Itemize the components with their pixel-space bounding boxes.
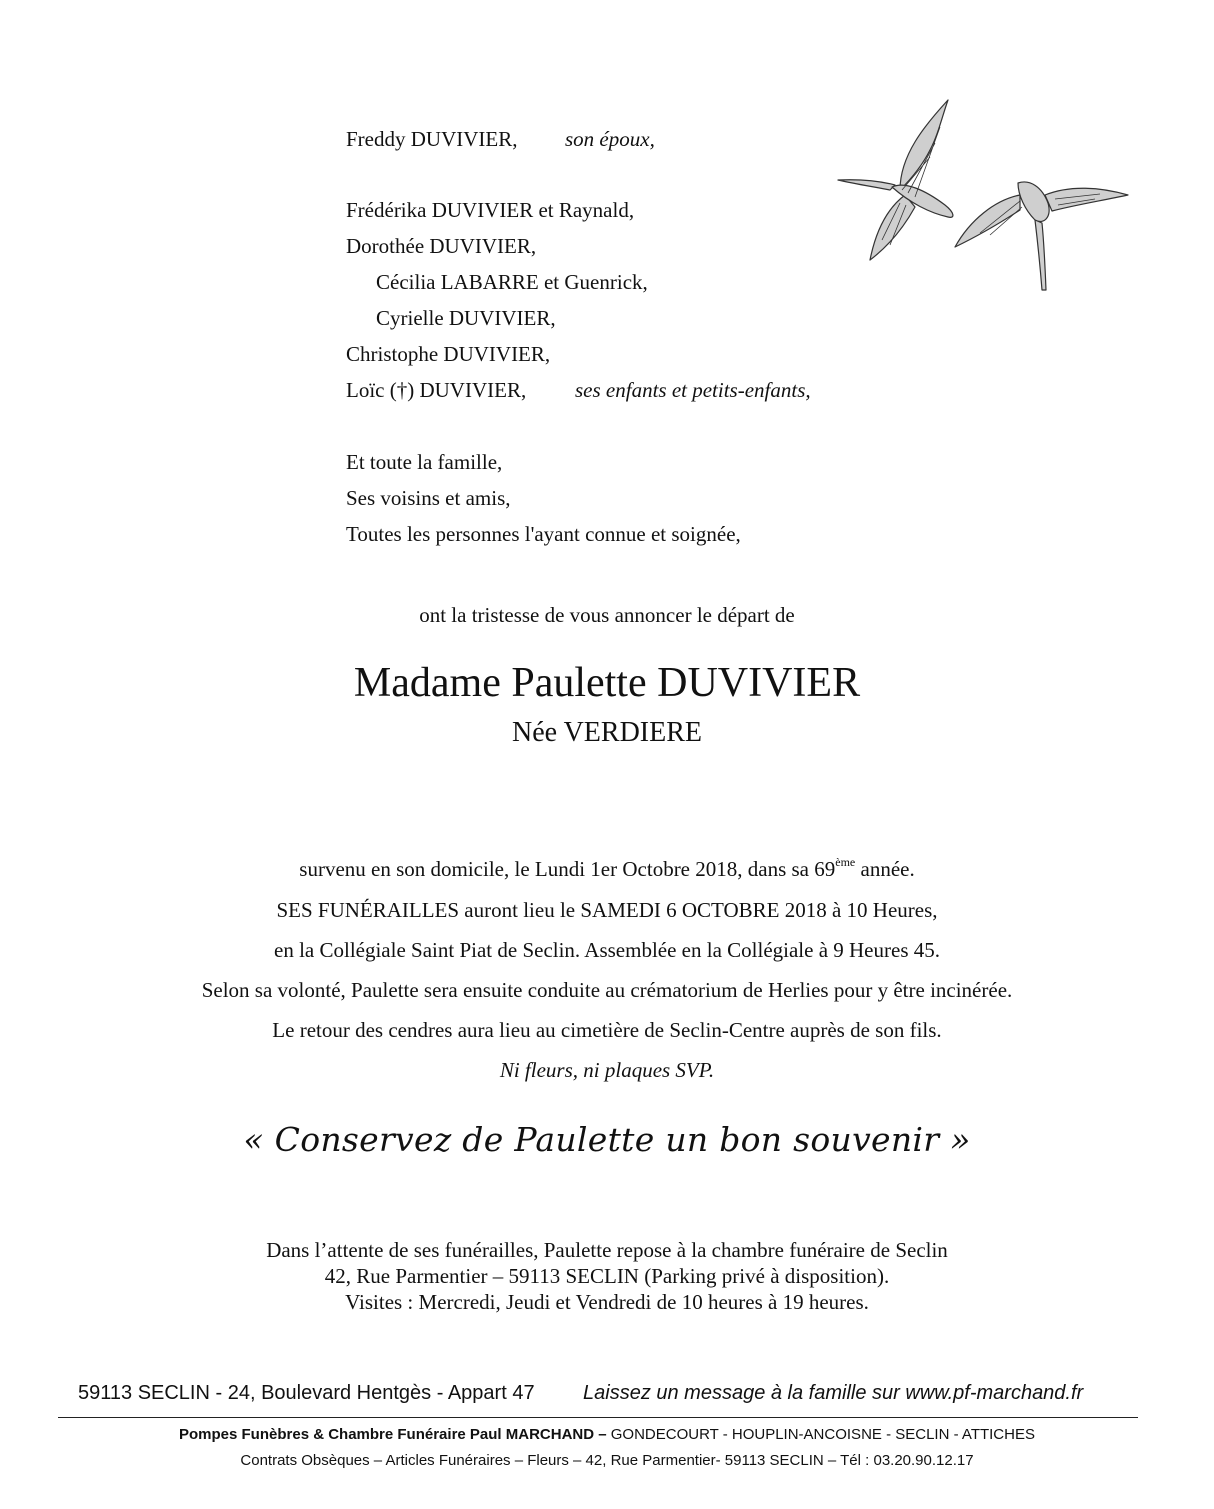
- memorial-quote: « Conservez de Paulette un bon souvenir »: [243, 1120, 971, 1159]
- detail-line-6: Ni fleurs, ni plaques SVP.: [499, 1058, 715, 1082]
- detail-line-2: SES FUNÉRAILLES auront lieu le SAMEDI 6 OCTOBRE 2018 à 10 Heures,: [276, 898, 938, 922]
- child-1: Frédérika DUVIVIER et Raynald,: [346, 198, 635, 222]
- detail-line-1-end: année.: [855, 857, 915, 881]
- swallow-1-wing-upper: [900, 100, 948, 190]
- swallows-icon: [830, 95, 1130, 295]
- detail-line-1: [0, 857, 1214, 882]
- company-name: Pompes Funèbres & Chambre Funéraire Paul MARCHAND –: [179, 1426, 607, 1443]
- repose-line-3: Visites : Mercredi, Jeudi et Vendredi de 10 heures à 19 heures.: [345, 1290, 869, 1314]
- repose-line-1: Dans l’attente de ses funérailles, Paulette repose à la chambre funéraire de Seclin: [266, 1238, 948, 1262]
- grandchild-2: Cyrielle DUVIVIER,: [376, 306, 556, 330]
- others-1: Et toute la famille,: [346, 450, 503, 474]
- others-2: Ses voisins et amis,: [346, 486, 511, 510]
- child-3: Christophe DUVIVIER,: [346, 342, 551, 366]
- swallow-1-tail: [838, 180, 895, 190]
- detail-line-1-text: survenu en son domicile, le Lundi 1er Octobre 2018, dans sa 69: [299, 857, 836, 881]
- children-relation: ses enfants et petits-enfants,: [575, 378, 811, 402]
- family-address: 59113 SECLIN - 24, Boulevard Hentgès - Appart 47: [78, 1382, 535, 1404]
- company-line: [0, 1426, 1214, 1443]
- repose-line-2: 42, Rue Parmentier – 59113 SECLIN (Parking privé à disposition).: [324, 1264, 890, 1288]
- detail-line-5: Le retour des cendres aura lieu au cimetière de Seclin-Centre auprès de son fils.: [272, 1018, 942, 1042]
- grandchild-1: Cécilia LABARRE et Guenrick,: [376, 270, 648, 294]
- spouse-name: Freddy DUVIVIER,: [346, 127, 518, 151]
- company-locations: GONDECOURT - HOUPLIN-ANCOISNE - SECLIN - ATTICHES: [606, 1426, 1035, 1443]
- condolence-message: Laissez un message à la famille sur www.pf-marchand.fr: [583, 1382, 1084, 1404]
- swallow-2-tail: [1035, 220, 1046, 290]
- swallow-2-wing-left: [955, 195, 1020, 247]
- swallow-2-body: [1018, 182, 1049, 222]
- child-4: Loïc (†) DUVIVIER,: [346, 378, 527, 402]
- detail-line-3: en la Collégiale Saint Piat de Seclin. Assemblée en la Collégiale à 9 Heures 45.: [274, 938, 940, 962]
- spouse-relation: son époux,: [565, 127, 655, 151]
- company-services: Contrats Obsèques – Articles Funéraires – Fleurs – 42, Rue Parmentier- 59113 SECLIN – Tél : 03.20.90.12.17: [240, 1452, 974, 1469]
- deceased-name: Madame Paulette DUVIVIER: [353, 660, 861, 706]
- detail-line-4: Selon sa volonté, Paulette sera ensuite conduite au crématorium de Herlies pour y être incinérée.: [201, 978, 1013, 1002]
- announcement-intro: ont la tristesse de vous annoncer le départ de: [419, 603, 795, 627]
- ordinal-suffix: ème: [835, 855, 856, 869]
- swallow-1-wing-lower: [870, 195, 915, 260]
- child-2: Dorothée DUVIVIER,: [346, 234, 537, 258]
- others-3: Toutes les personnes l'ayant connue et soignée,: [346, 522, 741, 546]
- footer-divider: [58, 1417, 1138, 1418]
- swallow-2-wing-right: [1045, 188, 1128, 211]
- maiden-name: Née VERDIERE: [512, 717, 702, 748]
